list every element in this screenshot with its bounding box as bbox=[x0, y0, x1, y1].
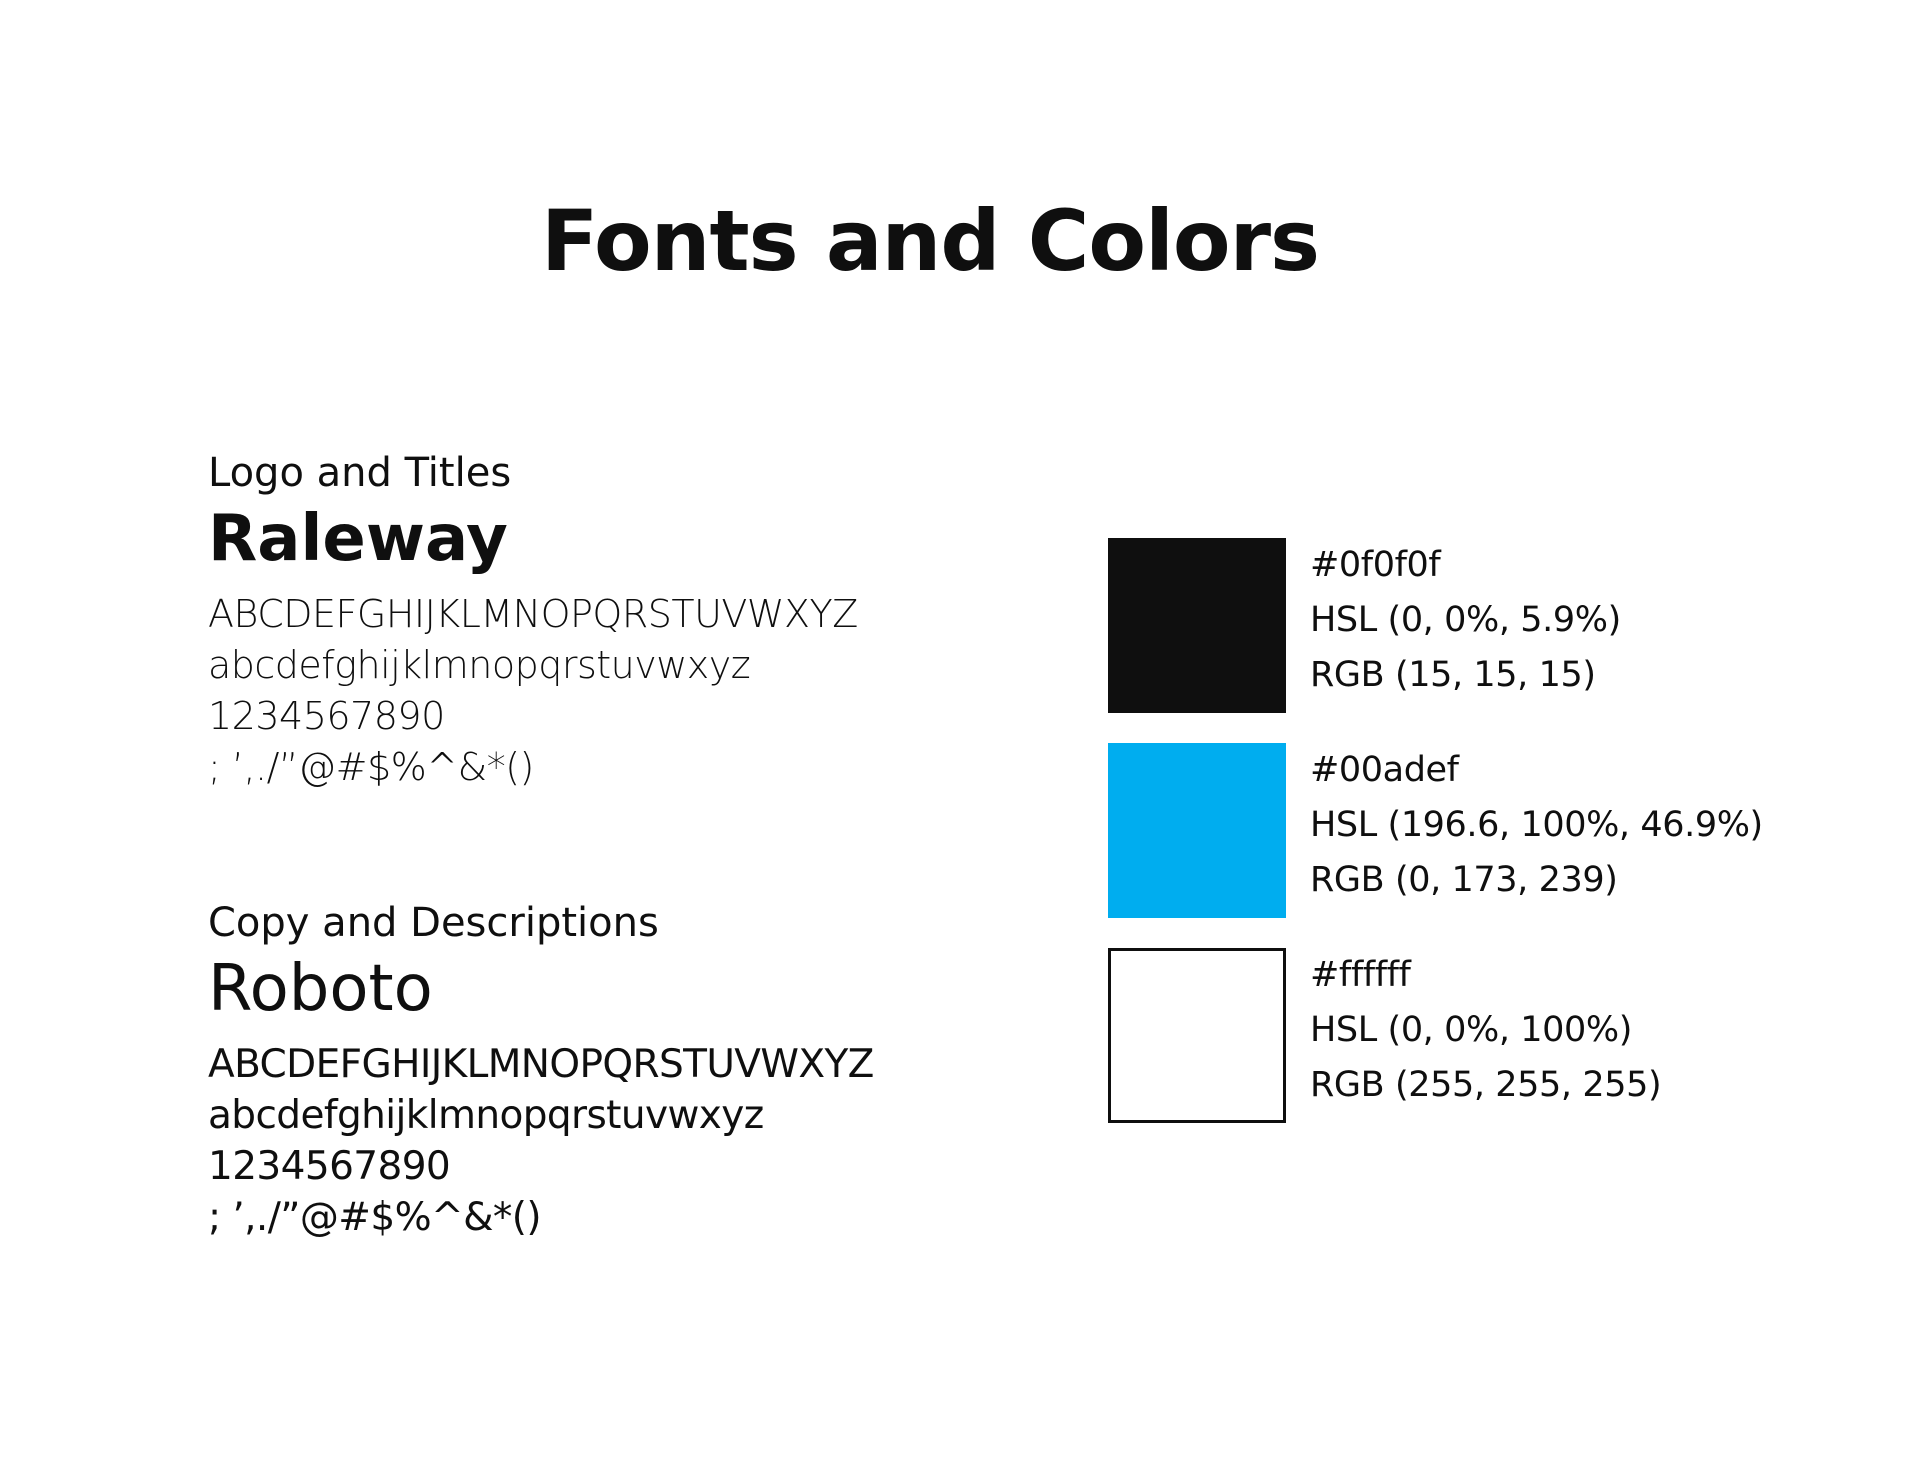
font-usage-label: Copy and Descriptions bbox=[208, 900, 659, 946]
lowercase-glyphs: abcdefghijklmnopqrstuvwxyz bbox=[208, 1093, 764, 1138]
rgb-value: RGB (15, 15, 15) bbox=[1310, 655, 1596, 695]
color-row-black bbox=[1108, 538, 1808, 716]
rgb-value: RGB (255, 255, 255) bbox=[1310, 1065, 1662, 1105]
glyph-specimen bbox=[208, 1039, 1068, 1243]
digit-glyphs: 1234567890 bbox=[208, 1144, 451, 1189]
hsl-value: HSL (0, 0%, 100%) bbox=[1310, 1010, 1633, 1050]
glyph-specimen bbox=[208, 589, 1068, 793]
symbol-glyphs: ; ’,./”@#$%^&*() bbox=[208, 745, 534, 789]
rgb-value: RGB (0, 173, 239) bbox=[1310, 860, 1618, 900]
color-values bbox=[1310, 948, 1661, 1113]
hex-value: #ffffff bbox=[1310, 955, 1411, 995]
uppercase-glyphs: ABCDEFGHIJKLMNOPQRSTUVWXYZ bbox=[208, 592, 858, 636]
color-row-blue bbox=[1108, 743, 1808, 921]
hsl-value: HSL (0, 0%, 5.9%) bbox=[1310, 600, 1621, 640]
font-name: Roboto bbox=[208, 952, 433, 1026]
font-specimen-raleway bbox=[208, 447, 1068, 793]
color-swatch-blue bbox=[1108, 743, 1286, 918]
color-values bbox=[1310, 538, 1621, 703]
lowercase-glyphs: abcdefghijklmnopqrstuvwxyz bbox=[208, 643, 751, 687]
symbol-glyphs: ; ’,./”@#$%^&*() bbox=[208, 1195, 542, 1240]
page-title: Fonts and Colors bbox=[540, 192, 1320, 290]
uppercase-glyphs: ABCDEFGHIJKLMNOPQRSTUVWXYZ bbox=[208, 1042, 874, 1087]
font-usage-label: Logo and Titles bbox=[208, 450, 512, 496]
color-swatch-black bbox=[1108, 538, 1286, 713]
color-row-white bbox=[1108, 948, 1808, 1126]
hex-value: #0f0f0f bbox=[1310, 545, 1441, 585]
font-specimen-roboto bbox=[208, 897, 1068, 1243]
hex-value: #00adef bbox=[1310, 750, 1459, 790]
digit-glyphs: 1234567890 bbox=[208, 694, 445, 738]
color-values bbox=[1310, 743, 1763, 908]
hsl-value: HSL (196.6, 100%, 46.9%) bbox=[1310, 805, 1763, 845]
color-swatch-white bbox=[1108, 948, 1286, 1123]
font-name: Raleway bbox=[208, 502, 508, 576]
